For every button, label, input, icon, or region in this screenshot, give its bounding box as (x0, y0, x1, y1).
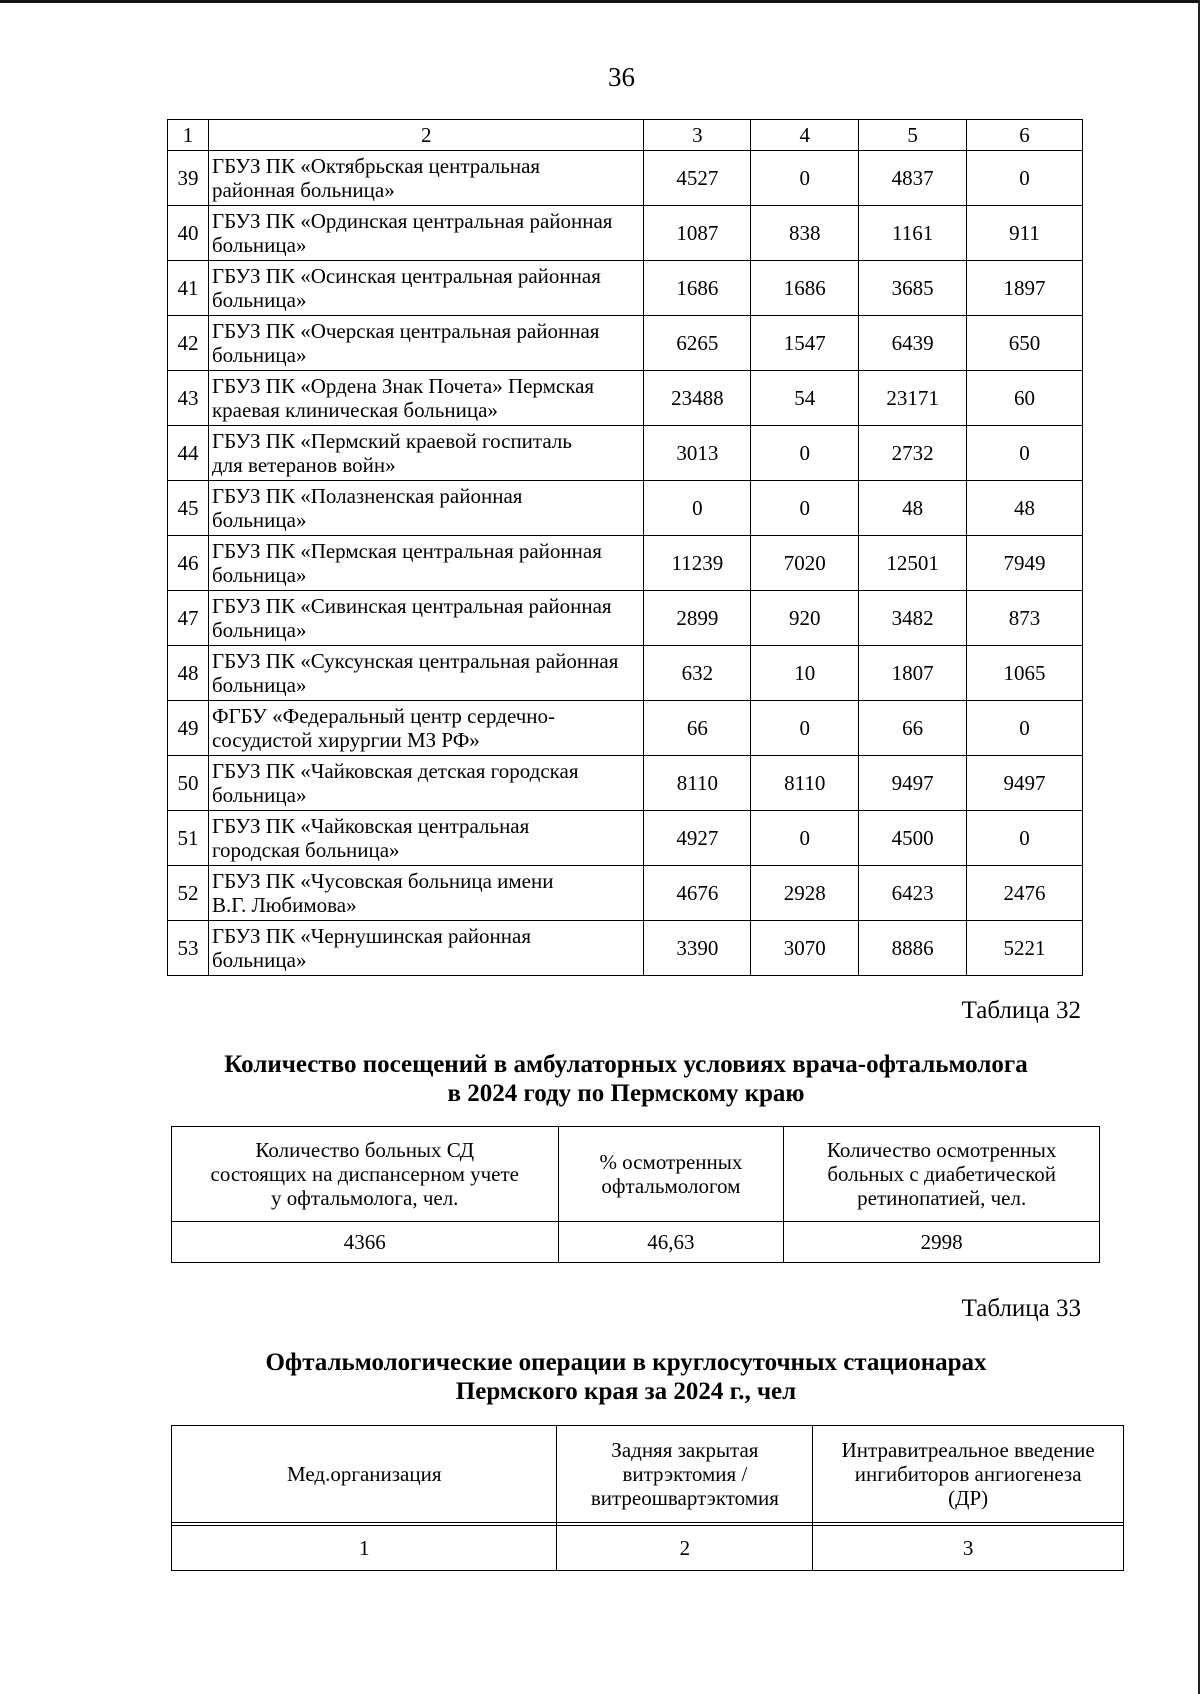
value-cell-c3: 4927 (644, 811, 751, 866)
value-cell-c4: 7020 (751, 536, 859, 591)
table-row (168, 481, 1083, 536)
table-row (168, 701, 1083, 756)
value-cell-c6: 0 (967, 701, 1083, 756)
table-row (168, 866, 1083, 921)
organization-name-line: В.Г. Любимова» (211, 893, 357, 917)
value-cell-c6: 9497 (967, 756, 1083, 811)
value-cell-c5: 1161 (859, 206, 967, 261)
header-line: офтальмологом (601, 1174, 741, 1198)
row-number: 50 (168, 756, 209, 811)
value-cell-c3: 3013 (644, 426, 751, 481)
organization-name (208, 261, 643, 316)
row-number: 48 (168, 646, 209, 701)
scan-edge-top (0, 0, 1200, 3)
value-cell-c5: 6423 (859, 866, 967, 921)
value-cell-c6: 650 (967, 316, 1083, 371)
value-cell-c6: 1065 (967, 646, 1083, 701)
header-line: у офтальмолога, чел. (271, 1186, 459, 1210)
value-cell-c3: 8110 (644, 756, 751, 811)
table-32-caption: Таблица 32 (961, 997, 1081, 1024)
value-cell-c5: 8886 (859, 921, 967, 976)
organization-name-line: ГБУЗ ПК «Ордена Знак Почета» Пермская (211, 374, 595, 398)
value-cell-c4: 54 (751, 371, 859, 426)
table-33-title-line: Пермского края за 2024 г., чел (455, 1378, 797, 1405)
organization-name-line: больница» (211, 288, 307, 312)
column-number: 2 (557, 1526, 813, 1571)
value-cell: 2998 (784, 1222, 1100, 1263)
value-cell-c4: 838 (751, 206, 859, 261)
row-number: 47 (168, 591, 209, 646)
value-cell: 46,63 (558, 1222, 784, 1263)
hospital-data-table (167, 119, 1083, 976)
header-line: больных с диабетической (827, 1162, 1056, 1186)
value-cell-c6: 60 (967, 371, 1083, 426)
organization-name-line: сосудистой хирургии МЗ РФ» (211, 728, 480, 752)
organization-name-line: ГБУЗ ПК «Полазненская районная (211, 484, 523, 508)
organization-name (208, 481, 643, 536)
organization-name-line: ГБУЗ ПК «Сивинская центральная районная (211, 594, 612, 618)
header-cell-retinopathy-count (784, 1127, 1100, 1222)
organization-name-line: больница» (211, 948, 307, 972)
organization-name-line: для ветеранов войн» (211, 453, 396, 477)
value-cell-c5: 4500 (859, 811, 967, 866)
value-cell-c5: 3482 (859, 591, 967, 646)
header-cell-vitrectomy (557, 1426, 813, 1523)
table-row (168, 261, 1083, 316)
organization-name-line: ГБУЗ ПК «Чусовская больница имени (211, 869, 554, 893)
organization-name-line: ГБУЗ ПК «Осинская центральная районная (211, 264, 601, 288)
header-cell-percent-examined (558, 1127, 784, 1222)
organization-name (208, 646, 643, 701)
value-cell-c3: 0 (644, 481, 751, 536)
value-cell-c3: 2899 (644, 591, 751, 646)
value-cell-c3: 4527 (644, 151, 751, 206)
value-cell-c6: 0 (967, 811, 1083, 866)
row-number: 51 (168, 811, 209, 866)
table-32-title (150, 1050, 1102, 1108)
table-row (168, 646, 1083, 701)
value-cell-c3: 4676 (644, 866, 751, 921)
table-32-value-row (172, 1222, 1100, 1263)
table-32-title-line: Количество посещений в амбулаторных условиях врача-офтальмолога (224, 1051, 1028, 1078)
value-cell-c6: 48 (967, 481, 1083, 536)
value-cell-c4: 0 (751, 481, 859, 536)
organization-name-line: ФГБУ «Федеральный центр сердечно- (211, 704, 556, 728)
header-line: (ДР) (948, 1486, 989, 1510)
column-number: 5 (859, 120, 967, 151)
header-cell-dm-patients (172, 1127, 559, 1222)
organization-name (208, 701, 643, 756)
value-cell-c3: 11239 (644, 536, 751, 591)
organization-name-line: ГБУЗ ПК «Очерская центральная районная (211, 319, 600, 343)
row-number: 46 (168, 536, 209, 591)
organization-name-line: ГБУЗ ПК «Октябрьская центральная (211, 154, 541, 178)
header-cell-med-organization (172, 1426, 557, 1523)
organization-name-line: ГБУЗ ПК «Ординская центральная районная (211, 209, 613, 233)
column-number-row (168, 120, 1083, 151)
table-row (168, 591, 1083, 646)
table-32-title-line: в 2024 году по Пермскому краю (447, 1080, 805, 1107)
value-cell-c4: 0 (751, 151, 859, 206)
organization-name (208, 921, 643, 976)
value-cell-c4: 0 (751, 811, 859, 866)
header-line: витреошвартэктомия (590, 1486, 779, 1510)
organization-name-line: больница» (211, 233, 307, 257)
page-number: 36 (608, 62, 635, 92)
row-number: 49 (168, 701, 209, 756)
header-line: Интравитреальное введение (841, 1438, 1095, 1462)
organization-name-line: больница» (211, 673, 307, 697)
value-cell-c5: 66 (859, 701, 967, 756)
header-line: Количество больных СД (255, 1138, 475, 1162)
organization-name-line: больница» (211, 618, 307, 642)
value-cell-c5: 9497 (859, 756, 967, 811)
value-cell-c6: 1897 (967, 261, 1083, 316)
value-cell-c6: 2476 (967, 866, 1083, 921)
table-33-title-line: Офтальмологические операции в круглосуточных стационарах (265, 1349, 987, 1376)
organization-name (208, 756, 643, 811)
table-33-caption: Таблица 33 (961, 1295, 1081, 1322)
value-cell-c6: 7949 (967, 536, 1083, 591)
organization-name (208, 591, 643, 646)
value-cell-c4: 3070 (751, 921, 859, 976)
table-32-header-row (172, 1127, 1100, 1222)
table-33-column-number-row (172, 1526, 1124, 1571)
value-cell-c6: 873 (967, 591, 1083, 646)
organization-name-line: ГБУЗ ПК «Пермский краевой госпиталь (211, 429, 572, 453)
column-number: 3 (813, 1526, 1124, 1571)
table-33-header-row (172, 1426, 1124, 1523)
organization-name (208, 426, 643, 481)
value-cell-c3: 3390 (644, 921, 751, 976)
header-line: витрэктомия / (622, 1462, 748, 1486)
table-row (168, 756, 1083, 811)
column-number: 2 (208, 120, 643, 151)
value-cell-c4: 0 (751, 701, 859, 756)
ophthalmic-operations-table (171, 1425, 1124, 1571)
value-cell-c4: 1547 (751, 316, 859, 371)
organization-name-line: ГБУЗ ПК «Чайковская детская городская (211, 759, 579, 783)
header-line: ингибиторов ангиогенеза (854, 1462, 1082, 1486)
row-number: 40 (168, 206, 209, 261)
value-cell-c5: 6439 (859, 316, 967, 371)
organization-name-line: ГБУЗ ПК «Пермская центральная районная (211, 539, 602, 563)
organization-name-line: больница» (211, 343, 307, 367)
value-cell-c3: 632 (644, 646, 751, 701)
header-line: Количество осмотренных (826, 1138, 1057, 1162)
organization-name (208, 371, 643, 426)
organization-name-line: ГБУЗ ПК «Суксунская центральная районная (211, 649, 619, 673)
row-number: 39 (168, 151, 209, 206)
row-number: 42 (168, 316, 209, 371)
organization-name (208, 316, 643, 371)
header-line: Задняя закрытая (611, 1438, 759, 1462)
row-number: 45 (168, 481, 209, 536)
column-number: 1 (168, 120, 209, 151)
organization-name-line: ГБУЗ ПК «Чернушинская районная (211, 924, 532, 948)
organization-name (208, 206, 643, 261)
value-cell-c4: 8110 (751, 756, 859, 811)
value-cell-c5: 12501 (859, 536, 967, 591)
value-cell-c4: 10 (751, 646, 859, 701)
value-cell-c3: 23488 (644, 371, 751, 426)
value-cell-c5: 2732 (859, 426, 967, 481)
value-cell-c3: 1686 (644, 261, 751, 316)
value-cell-c6: 0 (967, 426, 1083, 481)
organization-name (208, 866, 643, 921)
organization-name-line: районная больница» (211, 178, 395, 202)
header-line: состоящих на диспансерном учете (210, 1162, 519, 1186)
value-cell-c4: 920 (751, 591, 859, 646)
organization-name-line: городская больница» (211, 838, 400, 862)
table-row (168, 811, 1083, 866)
value-cell-c5: 3685 (859, 261, 967, 316)
header-line: Мед.организация (286, 1462, 442, 1486)
ophthalmologist-visits-table (171, 1126, 1100, 1263)
value-cell-c5: 4837 (859, 151, 967, 206)
value-cell-c3: 6265 (644, 316, 751, 371)
value-cell-c4: 0 (751, 426, 859, 481)
row-number: 43 (168, 371, 209, 426)
value-cell-c5: 48 (859, 481, 967, 536)
organization-name-line: больница» (211, 508, 307, 532)
value-cell-c3: 1087 (644, 206, 751, 261)
header-line: ретинопатией, чел. (857, 1186, 1027, 1210)
value-cell: 4366 (172, 1222, 559, 1263)
column-number: 4 (751, 120, 859, 151)
row-number: 44 (168, 426, 209, 481)
table-row (168, 151, 1083, 206)
value-cell-c4: 1686 (751, 261, 859, 316)
row-number: 52 (168, 866, 209, 921)
column-number: 1 (172, 1526, 557, 1571)
table-row (168, 921, 1083, 976)
value-cell-c6: 0 (967, 151, 1083, 206)
organization-name (208, 811, 643, 866)
table-row (168, 536, 1083, 591)
value-cell-c4: 2928 (751, 866, 859, 921)
value-cell-c5: 23171 (859, 371, 967, 426)
value-cell-c6: 5221 (967, 921, 1083, 976)
organization-name (208, 151, 643, 206)
organization-name (208, 536, 643, 591)
row-number: 41 (168, 261, 209, 316)
value-cell-c6: 911 (967, 206, 1083, 261)
table-33-title (150, 1348, 1102, 1406)
table-row (168, 316, 1083, 371)
organization-name-line: краевая клиническая больница» (211, 398, 498, 422)
organization-name-line: больница» (211, 783, 307, 807)
value-cell-c3: 66 (644, 701, 751, 756)
organization-name-line: больница» (211, 563, 307, 587)
header-line: % осмотренных (599, 1150, 743, 1174)
table-row (168, 371, 1083, 426)
header-cell-intravitreal-injection (813, 1426, 1124, 1523)
organization-name-line: ГБУЗ ПК «Чайковская центральная (211, 814, 530, 838)
table-row (168, 206, 1083, 261)
column-number: 3 (644, 120, 751, 151)
table-row (168, 426, 1083, 481)
column-number: 6 (967, 120, 1083, 151)
value-cell-c5: 1807 (859, 646, 967, 701)
row-number: 53 (168, 921, 209, 976)
